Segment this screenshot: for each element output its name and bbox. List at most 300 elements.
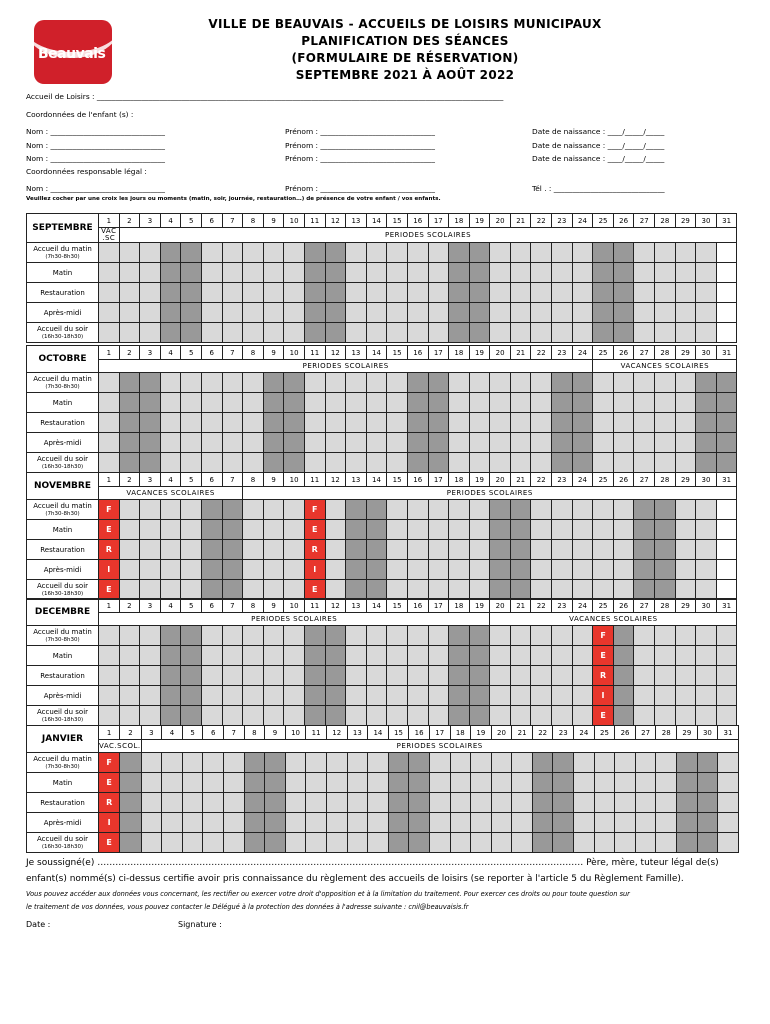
day-checkbox-cell[interactable] [263,580,284,600]
day-checkbox-cell[interactable] [203,753,224,773]
day-checkbox-cell[interactable] [655,433,676,453]
day-checkbox-cell[interactable] [675,453,696,473]
day-checkbox-cell[interactable] [201,626,222,646]
day-checkbox-cell[interactable] [531,373,552,393]
day-checkbox-cell[interactable] [346,243,367,263]
day-checkbox-cell[interactable] [181,433,202,453]
day-checkbox-cell[interactable] [366,686,387,706]
day-checkbox-cell[interactable] [450,753,471,773]
day-checkbox-cell[interactable] [696,303,717,323]
day-checkbox-cell[interactable] [531,626,552,646]
day-checkbox-cell[interactable] [119,303,140,323]
day-checkbox-cell[interactable] [675,433,696,453]
day-checkbox-cell[interactable] [141,773,162,793]
day-checkbox-cell[interactable] [635,753,656,773]
day-checkbox-cell[interactable] [449,413,470,433]
day-checkbox-cell[interactable] [531,580,552,600]
day-checkbox-cell[interactable] [490,243,511,263]
day-checkbox-cell[interactable] [263,540,284,560]
day-checkbox-cell[interactable] [613,580,634,600]
day-checkbox-cell[interactable] [675,520,696,540]
day-checkbox-cell[interactable] [181,393,202,413]
day-checkbox-cell[interactable] [510,626,531,646]
day-checkbox-cell[interactable] [201,413,222,433]
day-checkbox-cell[interactable] [696,283,717,303]
day-checkbox-cell[interactable] [326,793,347,813]
day-checkbox-cell[interactable] [716,243,737,263]
day-checkbox-cell[interactable] [634,303,655,323]
day-checkbox-cell[interactable] [429,773,450,793]
day-checkbox-cell[interactable] [140,646,161,666]
day-checkbox-cell[interactable] [552,263,573,283]
day-checkbox-cell[interactable] [512,833,533,853]
day-checkbox-cell[interactable] [450,813,471,833]
day-checkbox-cell[interactable] [656,793,677,813]
day-checkbox-cell[interactable] [222,393,243,413]
day-checkbox-cell[interactable] [366,666,387,686]
day-checkbox-cell[interactable] [407,580,428,600]
day-checkbox-cell[interactable] [531,263,552,283]
day-checkbox-cell[interactable] [469,540,490,560]
day-checkbox-cell[interactable] [201,646,222,666]
day-checkbox-cell[interactable] [593,540,614,560]
day-checkbox-cell[interactable] [387,303,408,323]
day-checkbox-cell[interactable] [675,373,696,393]
day-checkbox-cell[interactable] [99,433,120,453]
day-checkbox-cell[interactable] [182,833,203,853]
day-checkbox-cell[interactable] [222,323,243,343]
day-checkbox-cell[interactable] [407,323,428,343]
day-checkbox-cell[interactable] [635,793,656,813]
day-checkbox-cell[interactable] [387,626,408,646]
day-checkbox-cell[interactable] [366,303,387,323]
day-checkbox-cell[interactable] [552,500,573,520]
day-checkbox-cell[interactable] [387,560,408,580]
day-checkbox-cell[interactable] [346,393,367,413]
day-checkbox-cell[interactable] [366,646,387,666]
day-checkbox-cell[interactable] [366,283,387,303]
child-dob-field[interactable]: Date de naissance : ____/_____/_____ [532,127,665,136]
day-checkbox-cell[interactable] [449,520,470,540]
day-checkbox-cell[interactable] [243,626,264,646]
day-checkbox-cell[interactable] [675,263,696,283]
day-checkbox-cell[interactable] [696,686,717,706]
day-checkbox-cell[interactable] [346,686,367,706]
child-nom-field[interactable]: Nom : _______________________________ [26,141,165,150]
day-checkbox-cell[interactable] [201,283,222,303]
day-checkbox-cell[interactable] [675,666,696,686]
day-checkbox-cell[interactable] [285,773,306,793]
day-checkbox-cell[interactable] [531,243,552,263]
day-checkbox-cell[interactable] [407,243,428,263]
day-checkbox-cell[interactable] [346,263,367,283]
accueil-field[interactable]: Accueil de Loisirs : ______________________________________________________________________________________________________________ [26,92,504,101]
day-checkbox-cell[interactable] [304,413,325,433]
day-checkbox-cell[interactable] [469,500,490,520]
day-checkbox-cell[interactable] [469,453,490,473]
day-checkbox-cell[interactable] [285,833,306,853]
resp-prenom-field[interactable]: Prénom : _______________________________ [285,184,435,193]
day-checkbox-cell[interactable] [593,413,614,433]
day-checkbox-cell[interactable] [285,793,306,813]
day-checkbox-cell[interactable] [140,560,161,580]
day-checkbox-cell[interactable] [119,646,140,666]
day-checkbox-cell[interactable] [222,646,243,666]
day-checkbox-cell[interactable] [552,283,573,303]
day-checkbox-cell[interactable] [716,303,737,323]
day-checkbox-cell[interactable] [160,580,181,600]
day-checkbox-cell[interactable] [552,243,573,263]
day-checkbox-cell[interactable] [243,243,264,263]
day-checkbox-cell[interactable] [368,773,389,793]
day-checkbox-cell[interactable] [656,833,677,853]
day-checkbox-cell[interactable] [201,323,222,343]
day-checkbox-cell[interactable] [119,323,140,343]
day-checkbox-cell[interactable] [450,773,471,793]
day-checkbox-cell[interactable] [449,453,470,473]
day-checkbox-cell[interactable] [490,303,511,323]
day-checkbox-cell[interactable] [696,706,717,726]
child-dob-field[interactable]: Date de naissance : ____/_____/_____ [532,141,665,150]
day-checkbox-cell[interactable] [387,243,408,263]
day-checkbox-cell[interactable] [491,833,512,853]
day-checkbox-cell[interactable] [304,433,325,453]
day-checkbox-cell[interactable] [716,520,737,540]
day-checkbox-cell[interactable] [181,580,202,600]
day-checkbox-cell[interactable] [263,243,284,263]
day-checkbox-cell[interactable] [716,646,737,666]
day-checkbox-cell[interactable] [99,646,120,666]
day-checkbox-cell[interactable] [428,580,449,600]
day-checkbox-cell[interactable] [613,453,634,473]
day-checkbox-cell[interactable] [140,706,161,726]
day-checkbox-cell[interactable] [675,303,696,323]
day-checkbox-cell[interactable] [428,626,449,646]
day-checkbox-cell[interactable] [263,283,284,303]
day-checkbox-cell[interactable] [655,243,676,263]
day-checkbox-cell[interactable] [634,433,655,453]
day-checkbox-cell[interactable] [429,793,450,813]
day-checkbox-cell[interactable] [119,580,140,600]
day-checkbox-cell[interactable] [634,453,655,473]
day-checkbox-cell[interactable] [490,453,511,473]
day-checkbox-cell[interactable] [552,626,573,646]
day-checkbox-cell[interactable] [162,813,183,833]
day-checkbox-cell[interactable] [243,453,264,473]
day-checkbox-cell[interactable] [223,833,244,853]
day-checkbox-cell[interactable] [325,373,346,393]
day-checkbox-cell[interactable] [490,263,511,283]
day-checkbox-cell[interactable] [366,373,387,393]
day-checkbox-cell[interactable] [491,753,512,773]
day-checkbox-cell[interactable] [119,686,140,706]
day-checkbox-cell[interactable] [490,373,511,393]
day-checkbox-cell[interactable] [572,706,593,726]
day-checkbox-cell[interactable] [510,706,531,726]
day-checkbox-cell[interactable] [263,646,284,666]
day-checkbox-cell[interactable] [675,323,696,343]
day-checkbox-cell[interactable] [99,323,120,343]
day-checkbox-cell[interactable] [675,686,696,706]
day-checkbox-cell[interactable] [552,686,573,706]
day-checkbox-cell[interactable] [572,263,593,283]
day-checkbox-cell[interactable] [491,813,512,833]
day-checkbox-cell[interactable] [469,560,490,580]
day-checkbox-cell[interactable] [140,520,161,540]
day-checkbox-cell[interactable] [368,833,389,853]
day-checkbox-cell[interactable] [346,626,367,646]
day-checkbox-cell[interactable] [428,263,449,283]
day-checkbox-cell[interactable] [223,813,244,833]
day-checkbox-cell[interactable] [613,413,634,433]
day-checkbox-cell[interactable] [366,243,387,263]
day-checkbox-cell[interactable] [572,666,593,686]
day-checkbox-cell[interactable] [223,773,244,793]
day-checkbox-cell[interactable] [634,413,655,433]
day-checkbox-cell[interactable] [449,500,470,520]
day-checkbox-cell[interactable] [326,833,347,853]
day-checkbox-cell[interactable] [140,303,161,323]
day-checkbox-cell[interactable] [387,433,408,453]
day-checkbox-cell[interactable] [222,666,243,686]
day-checkbox-cell[interactable] [306,813,327,833]
day-checkbox-cell[interactable] [718,753,739,773]
day-checkbox-cell[interactable] [594,833,615,853]
day-checkbox-cell[interactable] [140,580,161,600]
day-checkbox-cell[interactable] [387,393,408,413]
day-checkbox-cell[interactable] [263,520,284,540]
day-checkbox-cell[interactable] [368,813,389,833]
day-checkbox-cell[interactable] [696,626,717,646]
day-checkbox-cell[interactable] [718,833,739,853]
day-checkbox-cell[interactable] [531,500,552,520]
day-checkbox-cell[interactable] [366,393,387,413]
day-checkbox-cell[interactable] [285,813,306,833]
day-checkbox-cell[interactable] [284,263,305,283]
day-checkbox-cell[interactable] [306,773,327,793]
day-checkbox-cell[interactable] [140,243,161,263]
day-checkbox-cell[interactable] [429,753,450,773]
day-checkbox-cell[interactable] [531,413,552,433]
day-checkbox-cell[interactable] [490,686,511,706]
day-checkbox-cell[interactable] [634,626,655,646]
day-checkbox-cell[interactable] [243,686,264,706]
day-checkbox-cell[interactable] [201,686,222,706]
day-checkbox-cell[interactable] [449,373,470,393]
day-checkbox-cell[interactable] [284,646,305,666]
day-checkbox-cell[interactable] [675,580,696,600]
day-checkbox-cell[interactable] [490,283,511,303]
day-checkbox-cell[interactable] [284,303,305,323]
day-checkbox-cell[interactable] [366,433,387,453]
day-checkbox-cell[interactable] [201,243,222,263]
day-checkbox-cell[interactable] [325,393,346,413]
day-checkbox-cell[interactable] [181,500,202,520]
day-checkbox-cell[interactable] [469,580,490,600]
day-checkbox-cell[interactable] [346,323,367,343]
day-checkbox-cell[interactable] [222,453,243,473]
day-checkbox-cell[interactable] [574,833,595,853]
day-checkbox-cell[interactable] [387,666,408,686]
day-checkbox-cell[interactable] [222,626,243,646]
day-checkbox-cell[interactable] [572,560,593,580]
day-checkbox-cell[interactable] [696,666,717,686]
child-nom-field[interactable]: Nom : _______________________________ [26,154,165,163]
day-checkbox-cell[interactable] [284,560,305,580]
day-checkbox-cell[interactable] [552,520,573,540]
day-checkbox-cell[interactable] [243,540,264,560]
day-checkbox-cell[interactable] [634,393,655,413]
day-checkbox-cell[interactable] [387,323,408,343]
day-checkbox-cell[interactable] [263,626,284,646]
day-checkbox-cell[interactable] [201,373,222,393]
day-checkbox-cell[interactable] [510,283,531,303]
day-checkbox-cell[interactable] [572,686,593,706]
day-checkbox-cell[interactable] [243,500,264,520]
day-checkbox-cell[interactable] [675,706,696,726]
day-checkbox-cell[interactable] [510,646,531,666]
day-checkbox-cell[interactable] [141,813,162,833]
day-checkbox-cell[interactable] [449,393,470,413]
day-checkbox-cell[interactable] [510,413,531,433]
day-checkbox-cell[interactable] [99,453,120,473]
day-checkbox-cell[interactable] [141,753,162,773]
day-checkbox-cell[interactable] [99,393,120,413]
day-checkbox-cell[interactable] [407,540,428,560]
day-checkbox-cell[interactable] [387,373,408,393]
day-checkbox-cell[interactable] [593,560,614,580]
day-checkbox-cell[interactable] [160,413,181,433]
day-checkbox-cell[interactable] [656,813,677,833]
day-checkbox-cell[interactable] [531,303,552,323]
day-checkbox-cell[interactable] [325,560,346,580]
day-checkbox-cell[interactable] [593,393,614,413]
day-checkbox-cell[interactable] [284,500,305,520]
day-checkbox-cell[interactable] [572,243,593,263]
day-checkbox-cell[interactable] [531,520,552,540]
day-checkbox-cell[interactable] [304,393,325,413]
day-checkbox-cell[interactable] [510,373,531,393]
day-checkbox-cell[interactable] [634,666,655,686]
day-checkbox-cell[interactable] [140,540,161,560]
day-checkbox-cell[interactable] [263,323,284,343]
day-checkbox-cell[interactable] [284,686,305,706]
day-checkbox-cell[interactable] [119,263,140,283]
day-checkbox-cell[interactable] [531,686,552,706]
day-checkbox-cell[interactable] [119,500,140,520]
day-checkbox-cell[interactable] [574,753,595,773]
day-checkbox-cell[interactable] [469,413,490,433]
day-checkbox-cell[interactable] [201,666,222,686]
day-checkbox-cell[interactable] [160,500,181,520]
day-checkbox-cell[interactable] [284,243,305,263]
day-checkbox-cell[interactable] [675,646,696,666]
day-checkbox-cell[interactable] [655,666,676,686]
day-checkbox-cell[interactable] [346,646,367,666]
day-checkbox-cell[interactable] [140,323,161,343]
day-checkbox-cell[interactable] [696,540,717,560]
day-checkbox-cell[interactable] [346,433,367,453]
day-checkbox-cell[interactable] [429,833,450,853]
day-checkbox-cell[interactable] [449,433,470,453]
day-checkbox-cell[interactable] [615,833,636,853]
day-checkbox-cell[interactable] [512,773,533,793]
day-checkbox-cell[interactable] [655,303,676,323]
day-checkbox-cell[interactable] [471,753,492,773]
day-checkbox-cell[interactable] [696,500,717,520]
day-checkbox-cell[interactable] [510,433,531,453]
day-checkbox-cell[interactable] [574,773,595,793]
day-checkbox-cell[interactable] [552,646,573,666]
day-checkbox-cell[interactable] [407,303,428,323]
day-checkbox-cell[interactable] [243,413,264,433]
day-checkbox-cell[interactable] [325,540,346,560]
day-checkbox-cell[interactable] [574,793,595,813]
day-checkbox-cell[interactable] [203,833,224,853]
day-checkbox-cell[interactable] [387,686,408,706]
day-checkbox-cell[interactable] [99,666,120,686]
day-checkbox-cell[interactable] [531,706,552,726]
day-checkbox-cell[interactable] [263,666,284,686]
day-checkbox-cell[interactable] [181,560,202,580]
day-checkbox-cell[interactable] [347,753,368,773]
day-checkbox-cell[interactable] [162,753,183,773]
day-checkbox-cell[interactable] [552,540,573,560]
day-checkbox-cell[interactable] [387,706,408,726]
day-checkbox-cell[interactable] [634,706,655,726]
day-checkbox-cell[interactable] [428,323,449,343]
day-checkbox-cell[interactable] [407,706,428,726]
day-checkbox-cell[interactable] [531,666,552,686]
day-checkbox-cell[interactable] [675,413,696,433]
day-checkbox-cell[interactable] [119,283,140,303]
day-checkbox-cell[interactable] [203,773,224,793]
day-checkbox-cell[interactable] [203,813,224,833]
day-checkbox-cell[interactable] [471,773,492,793]
day-checkbox-cell[interactable] [593,520,614,540]
day-checkbox-cell[interactable] [181,520,202,540]
day-checkbox-cell[interactable] [428,540,449,560]
day-checkbox-cell[interactable] [284,706,305,726]
day-checkbox-cell[interactable] [387,520,408,540]
day-checkbox-cell[interactable] [655,453,676,473]
day-checkbox-cell[interactable] [552,580,573,600]
day-checkbox-cell[interactable] [119,540,140,560]
day-checkbox-cell[interactable] [368,753,389,773]
day-checkbox-cell[interactable] [160,393,181,413]
day-checkbox-cell[interactable] [119,560,140,580]
day-checkbox-cell[interactable] [471,833,492,853]
day-checkbox-cell[interactable] [675,393,696,413]
day-checkbox-cell[interactable] [201,433,222,453]
day-checkbox-cell[interactable] [306,793,327,813]
day-checkbox-cell[interactable] [326,773,347,793]
child-prenom-field[interactable]: Prénom : _______________________________ [285,154,435,163]
day-checkbox-cell[interactable] [429,813,450,833]
day-checkbox-cell[interactable] [655,373,676,393]
day-checkbox-cell[interactable] [593,373,614,393]
day-checkbox-cell[interactable] [531,453,552,473]
day-checkbox-cell[interactable] [99,283,120,303]
day-checkbox-cell[interactable] [407,686,428,706]
day-checkbox-cell[interactable] [181,540,202,560]
child-prenom-field[interactable]: Prénom : _______________________________ [285,141,435,150]
day-checkbox-cell[interactable] [716,500,737,520]
day-checkbox-cell[interactable] [634,283,655,303]
day-checkbox-cell[interactable] [346,453,367,473]
child-dob-field[interactable]: Date de naissance : ____/_____/_____ [532,154,665,163]
day-checkbox-cell[interactable] [160,520,181,540]
